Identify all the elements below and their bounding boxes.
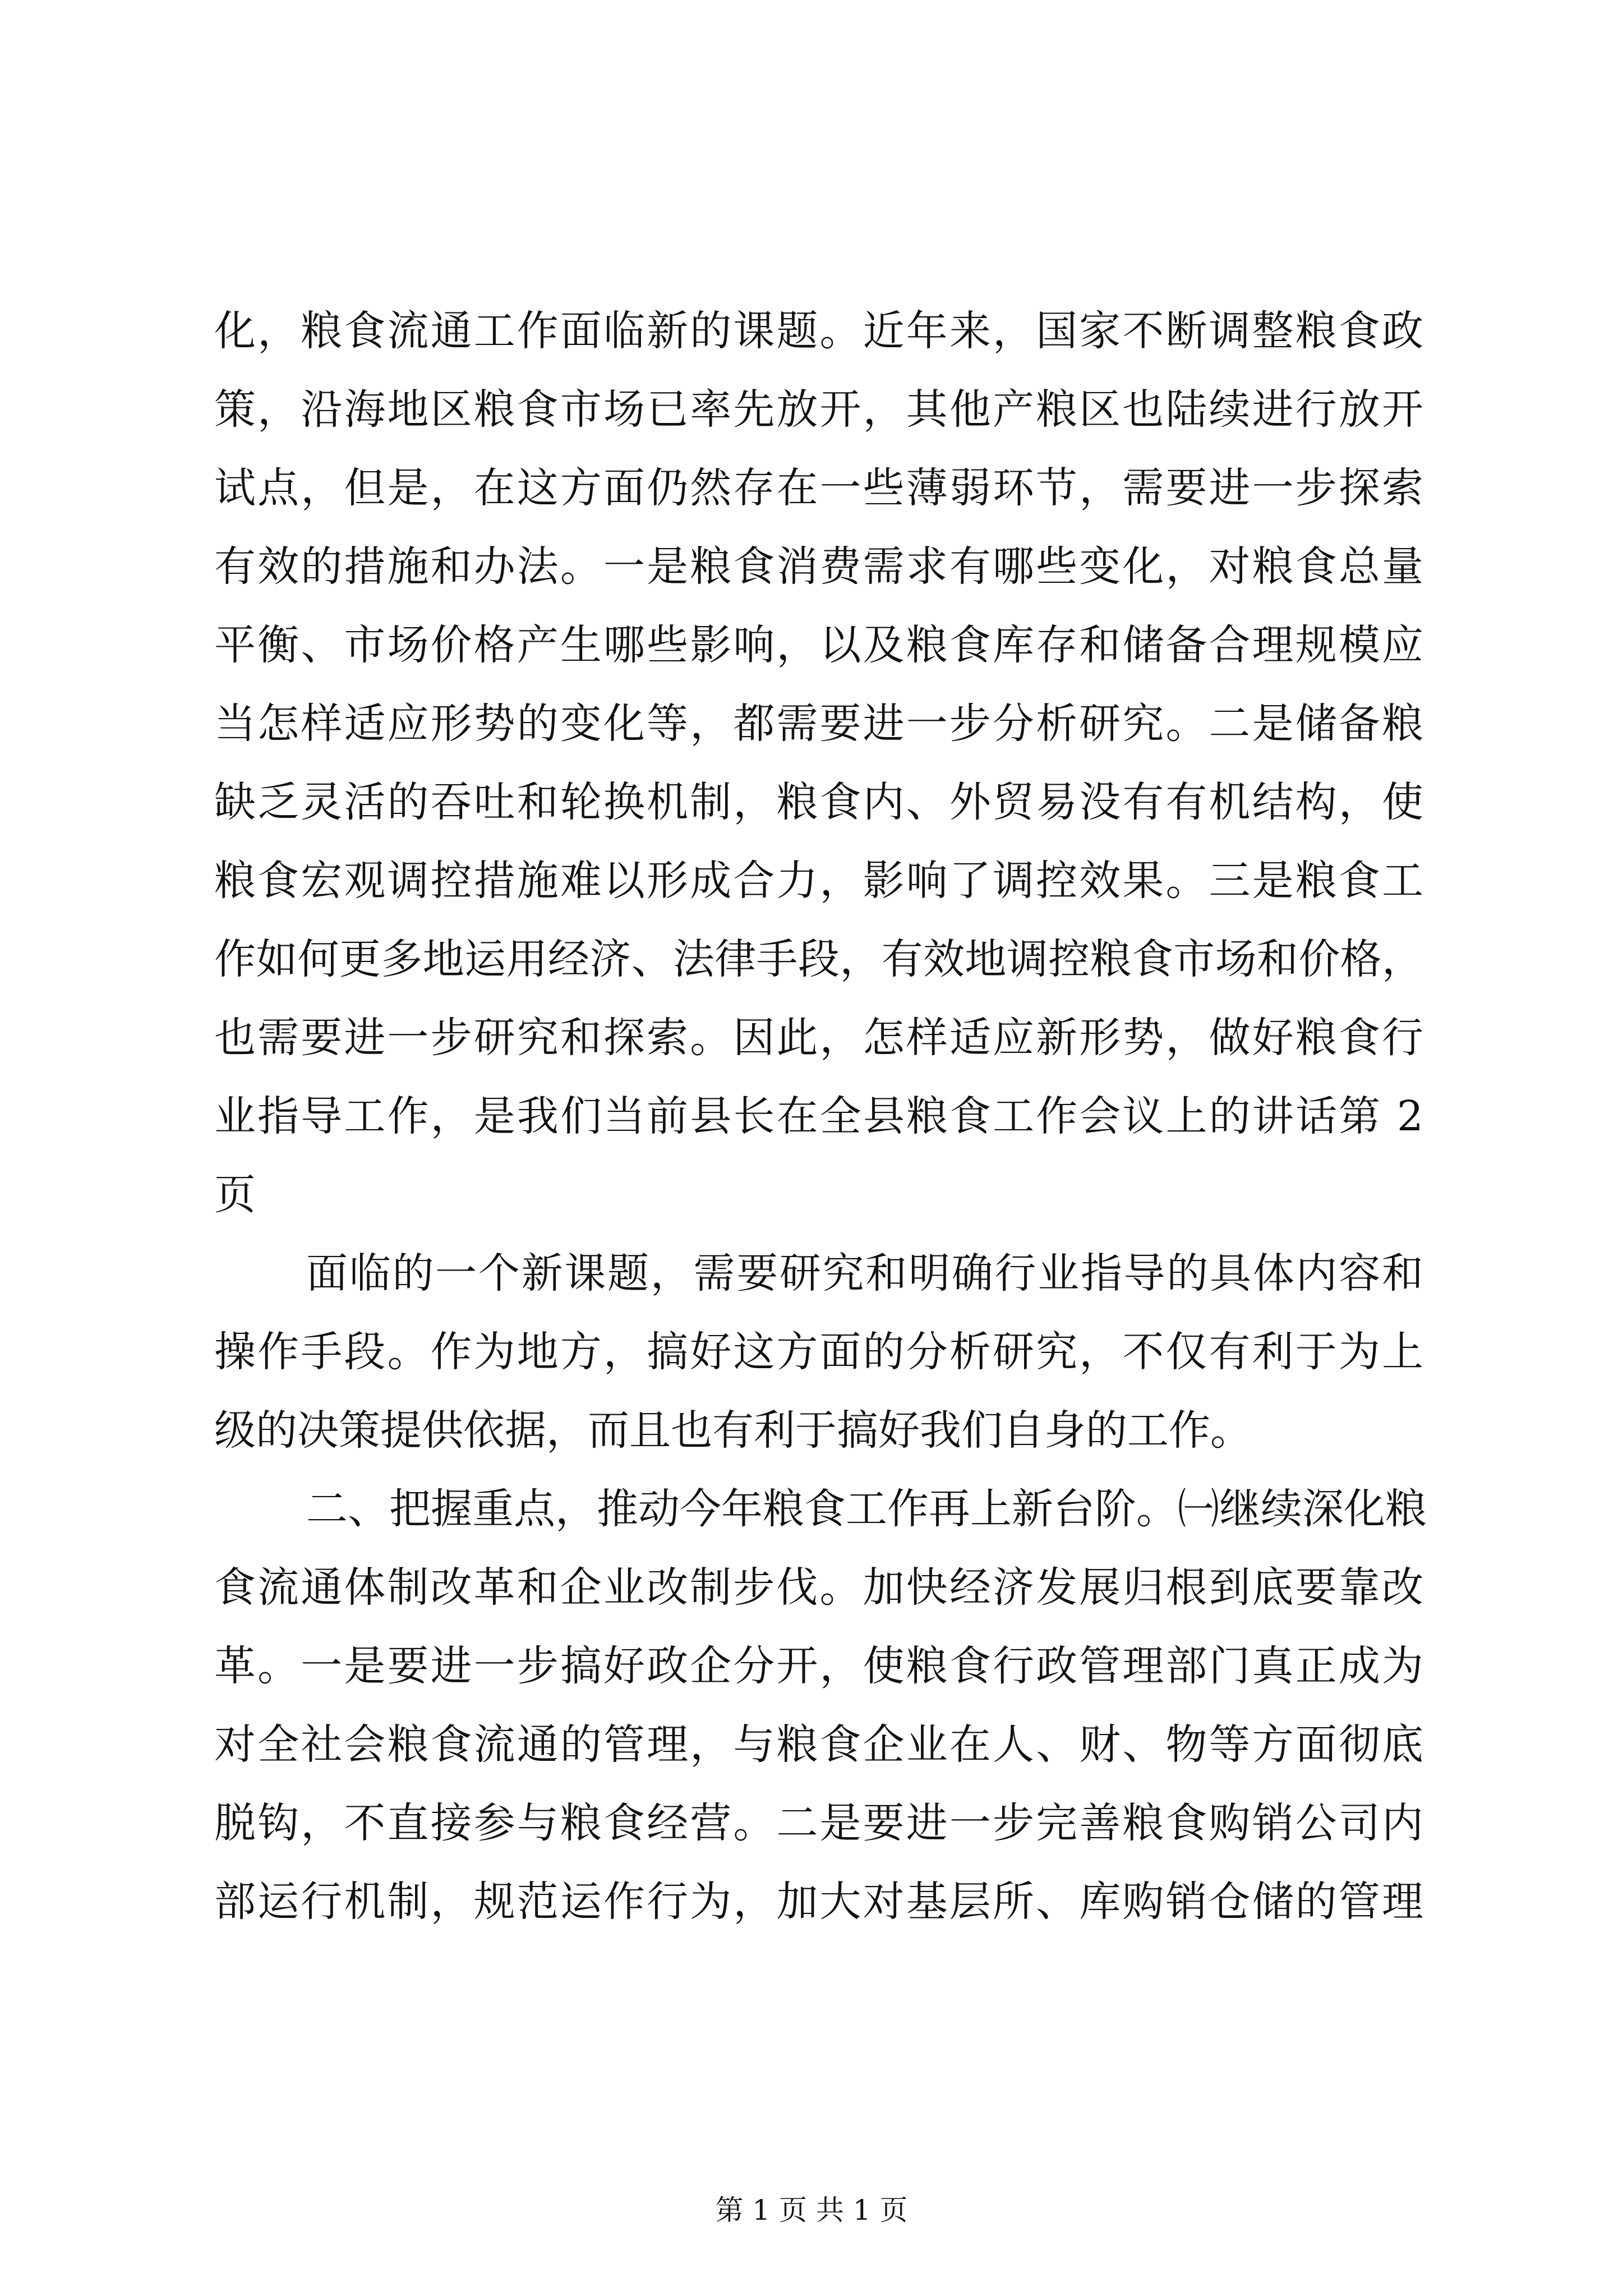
page-footer: 第 1 页 共 1 页: [715, 2194, 908, 2226]
text-line: 部运行机制，规范运作行为，加大对基层所、库购销仓储的管理: [214, 1878, 1423, 1926]
text-line: 二、把握重点，推动今年粮食工作再上新台阶。㈠继续深化粮: [306, 1485, 1427, 1533]
text-line: 当怎样适应形势的变化等，都需要进一步分析研究。二是储备粮: [214, 700, 1423, 748]
text-line: 革。一是要进一步搞好政企分开，使粮食行政管理部门真正成为: [214, 1642, 1423, 1690]
text-line: 也需要进一步研究和探索。因此，怎样适应新形势，做好粮食行: [214, 1014, 1423, 1062]
text-line: 脱钩，不直接参与粮食经营。二是要进一步完善粮食购销公司内: [214, 1799, 1423, 1847]
text-line: 粮食宏观调控措施难以形成合力，影响了调控效果。三是粮食工: [214, 857, 1423, 905]
text-line: 操作手段。作为地方，搞好这方面的分析研究，不仅有利于为上: [214, 1328, 1423, 1376]
document-body: [214, 292, 1427, 1941]
paragraph-2: [214, 1234, 1423, 1470]
text-line: 页: [214, 1171, 256, 1219]
paragraph-3: [214, 1470, 1427, 1941]
text-line: 策，沿海地区粮食市场已率先放开，其他产粮区也陆续进行放开: [214, 385, 1423, 434]
text-line: 食流通体制改革和企业改制步伐。加快经济发展归根到底要靠改: [214, 1563, 1423, 1612]
text-line: 业指导工作，是我们当前县长在全县粮食工作会议上的讲话第 2: [214, 1092, 1423, 1140]
text-line: 作如何更多地运用经济、法律手段，有效地调控粮食市场和价格，: [214, 935, 1423, 983]
text-line: 化，粮食流通工作面临新的课题。近年来，国家不断调整粮食政: [214, 307, 1423, 355]
text-line: 有效的措施和办法。一是粮食消费需求有哪些变化，对粮食总量: [214, 542, 1423, 591]
text-line: 对全社会粮食流通的管理，与粮食企业在人、财、物等方面彻底: [214, 1720, 1423, 1769]
text-line: 面临的一个新课题，需要研究和明确行业指导的具体内容和: [306, 1249, 1423, 1297]
text-line: 平衡、市场价格产生哪些影响，以及粮食库存和储备合理规模应: [214, 621, 1423, 669]
text-line: 缺乏灵活的吞吐和轮换机制，粮食内、外贸易没有有机结构，使: [214, 778, 1423, 826]
text-line: 试点，但是，在这方面仍然存在一些薄弱环节，需要进一步探索: [214, 464, 1423, 512]
text-line: 级的决策提供依据，而且也有利于搞好我们自身的工作。: [214, 1406, 1252, 1455]
paragraph-1: [214, 292, 1423, 1234]
